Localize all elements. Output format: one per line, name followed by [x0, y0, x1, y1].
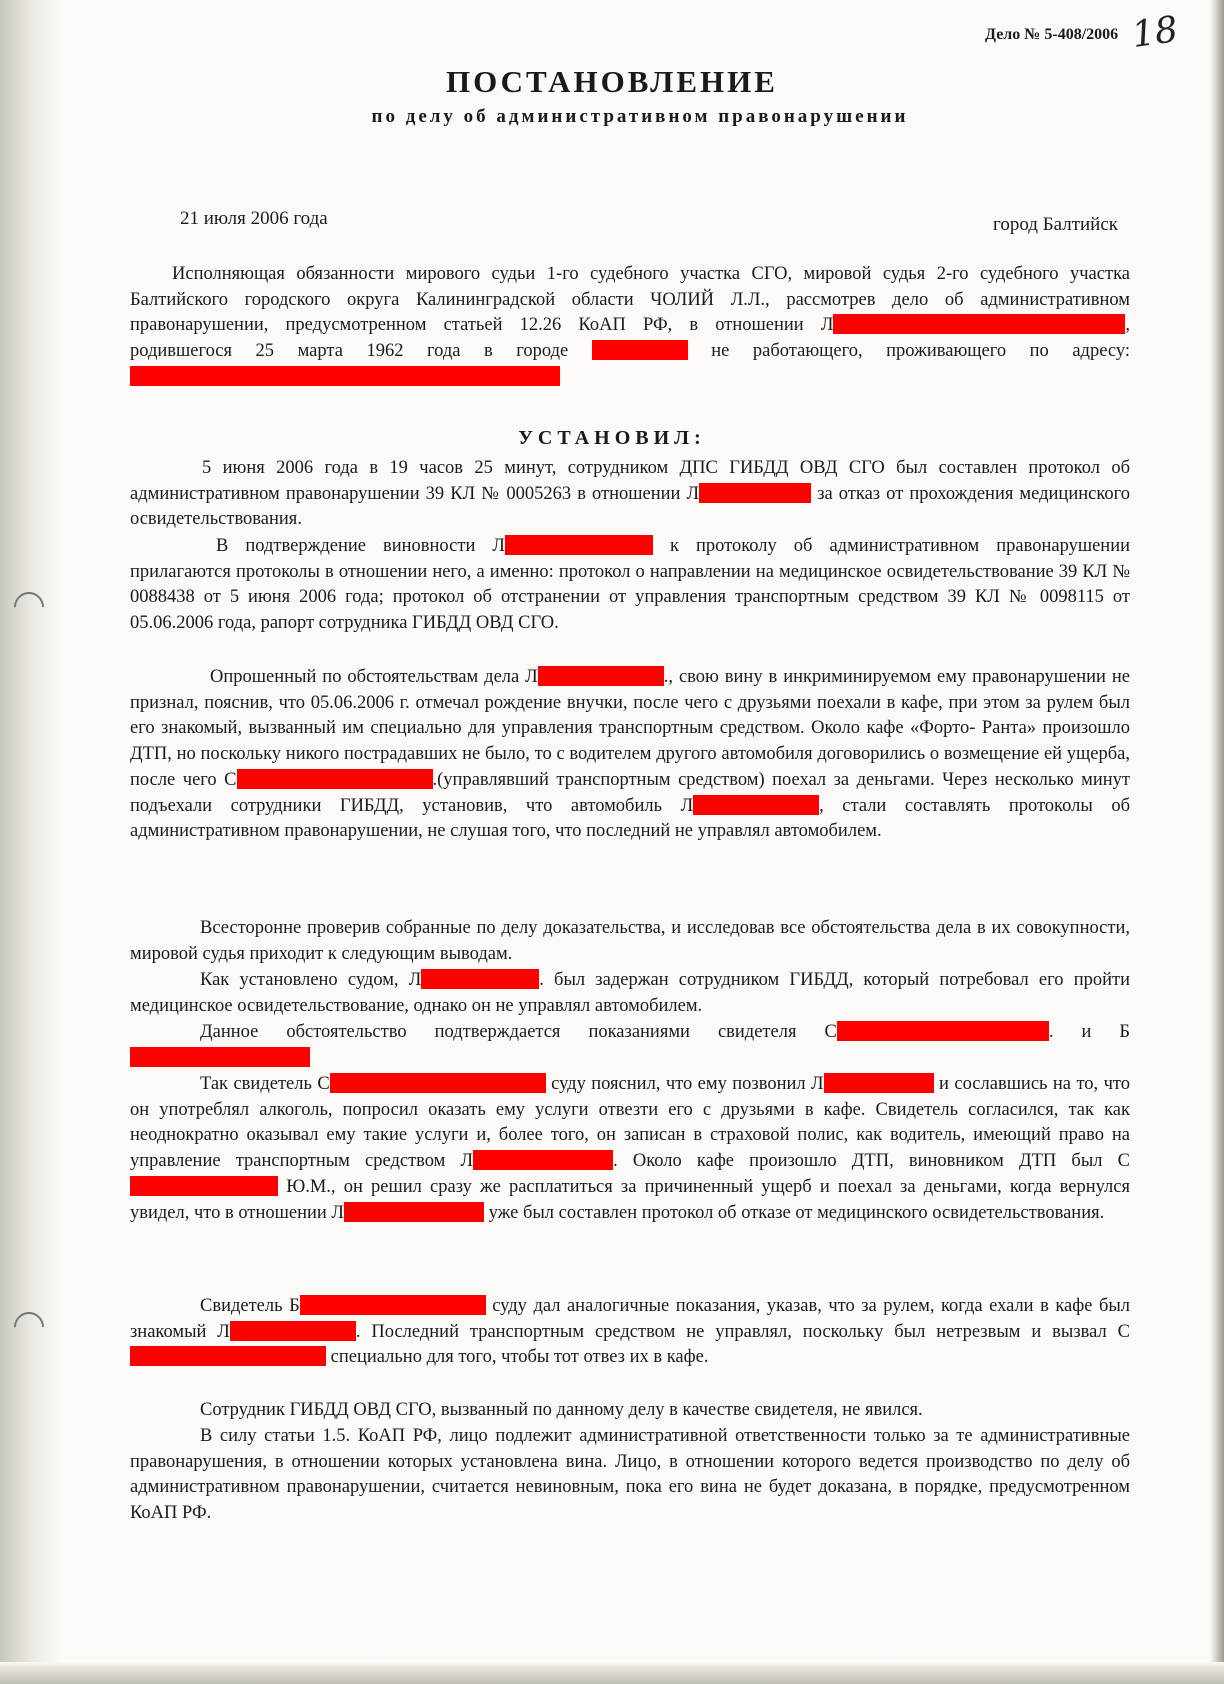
redaction-block: [592, 340, 688, 360]
scan-right-edge: [1210, 0, 1224, 1684]
document-city: город Балтийск: [993, 214, 1118, 235]
redaction-block: [824, 1073, 934, 1093]
redaction-block: [344, 1202, 484, 1222]
redaction-block: [237, 769, 433, 789]
page-signature: 18: [1129, 9, 1181, 56]
established-heading: УСТАНОВИЛ:: [518, 427, 706, 449]
intro-paragraph: Исполняющая обязанности мирового судьи 1-го судебного участка СГО, мировой судья 2-го судебного участка Балтийского городского округа Калининградской области ЧОЛИЙ Л.Л., рассмотрев дело об административном правонарушении, предусмотренном статьей 12.26 КоАП РФ, в отношении Л , родившегося 25 марта 1962 года в городе не работающего, проживающего по адресу:: [130, 262, 1130, 391]
redaction-block: [505, 535, 653, 555]
redaction-block: [300, 1295, 486, 1315]
redaction-block: [699, 483, 811, 503]
paragraph-9: Сотрудник ГИБДД ОВД СГО, вызванный по данному делу в качестве свидетеля, не явился.: [200, 1400, 923, 1420]
paragraph-7: Так свидетель С суду пояснил, что ему позвонил Л и сославшись на то, что он употреблял алкоголь, попросил оказать ему услуги отвезти его с друзьями в кафе. Свидетель согласился, так как неоднократно оказывал ему такие услуги и, более того, он записан в страховой полис, как водитель, имеющий право на управление транспортным средством Л . Около кафе произошло ДТП, виновником ДТП был С Ю.М., он решил сразу же расплатиться за причиненный ущерб и поехал за деньгами, когда вернулся увидел, что в отношении Л уже был составлен протокол об отказе от медицинского освидетельствования.: [130, 1074, 1131, 1223]
redaction-block: [130, 1047, 310, 1067]
redaction-block: [130, 1346, 326, 1366]
document-title: ПОСТАНОВЛЕНИЕ: [446, 64, 778, 99]
paragraph-6: Данное обстоятельство подтверждается показаниями свидетеля С . и Б: [130, 1020, 1130, 1071]
redaction-block: [473, 1150, 613, 1170]
redaction-block: [538, 666, 664, 686]
redaction-block: [330, 1073, 546, 1093]
redaction-block: [230, 1321, 356, 1341]
redaction-block: [130, 1176, 278, 1196]
redaction-block: [837, 1021, 1049, 1041]
redaction-block: [693, 795, 819, 815]
paragraph-10: В силу статьи 1.5. КоАП РФ, лицо подлежит административной ответственности только за те административные правонарушения, в отношении которых установлена вина. Лицо, в отношении которого ведется производство по делу об административном правонарушении, считается невиновным, пока его вина не будет доказана, в порядке, предусмотренном КоАП РФ.: [130, 1426, 1130, 1524]
redaction-block: [421, 969, 539, 989]
redaction-block: [130, 366, 560, 386]
scan-bottom-edge: [0, 1662, 1224, 1684]
paragraph-4: Всесторонне проверив собранные по делу доказательства, и исследовав все обстоятельства дела в их совокупности, мировой судья приходит к следующим выводам.: [130, 918, 1130, 964]
paragraph-2: В подтверждение виновности Л к протоколу об административном правонарушении прилагаются протоколы в отношении него, а именно: протокол о направлении на медицинское освидетельствование 39 КЛ № 0088438 от 5 июня 2006 года; протокол об отстранении от управления транспортным средством 39 КЛ № 0098115 от 05.06.2006 года, рапорт сотрудника ГИБДД ОВД СГО.: [130, 536, 1130, 634]
redaction-block: [833, 314, 1125, 334]
paragraph-1: 5 июня 2006 года в 19 часов 25 минут, сотрудником ДПС ГИБДД ОВД СГО был составлен протокол об административном правонарушении 39 КЛ № 0005263 в отношении Л за отказ от прохождения медицинского освидетельствования.: [130, 458, 1131, 530]
case-number: Дело № 5-408/2006: [985, 26, 1119, 43]
paragraph-5: Как установлено судом, Л . был задержан сотрудником ГИБДД, который потребовал его пройти медицинское освидетельствование, однако он не управлял автомобилем.: [130, 970, 1130, 1016]
paragraph-3: Опрошенный по обстоятельствам дела Л ., свою вину в инкриминируемом ему правонарушении не признал, пояснив, что 05.06.2006 г. отмечал рождение внучки, после чего с друзьями поехали в кафе, при этом за рулем был его знакомый, вызванный им специально для управления транспортным средством. Около кафе «Форто- Ранта» произошло ДТП, но поскольку никого пострадавших не было, то с водителем другого автомобиля договорились о возмещение ей ущерба, после чего С .(управлявший транспортным средством) поехал за деньгами. Через несколько минут подъехали сотрудники ГИБДД, установив, что автомобиль Л , стали составлять протоколы об административном правонарушении, не слушая того, что последний не управлял автомобилем.: [130, 667, 1130, 842]
document-date: 21 июля 2006 года: [180, 208, 328, 229]
scan-left-edge: [0, 0, 60, 1684]
paragraph-8: Свидетель Б суду дал аналогичные показания, указав, что за рулем, когда ехали в кафе был знакомый Л . Последний транспортным средством не управлял, поскольку был нетрезвым и вызвал С специально для того, чтобы тот отвез их в кафе.: [130, 1296, 1131, 1368]
document-subtitle: по делу об административном правонарушении: [371, 106, 909, 127]
